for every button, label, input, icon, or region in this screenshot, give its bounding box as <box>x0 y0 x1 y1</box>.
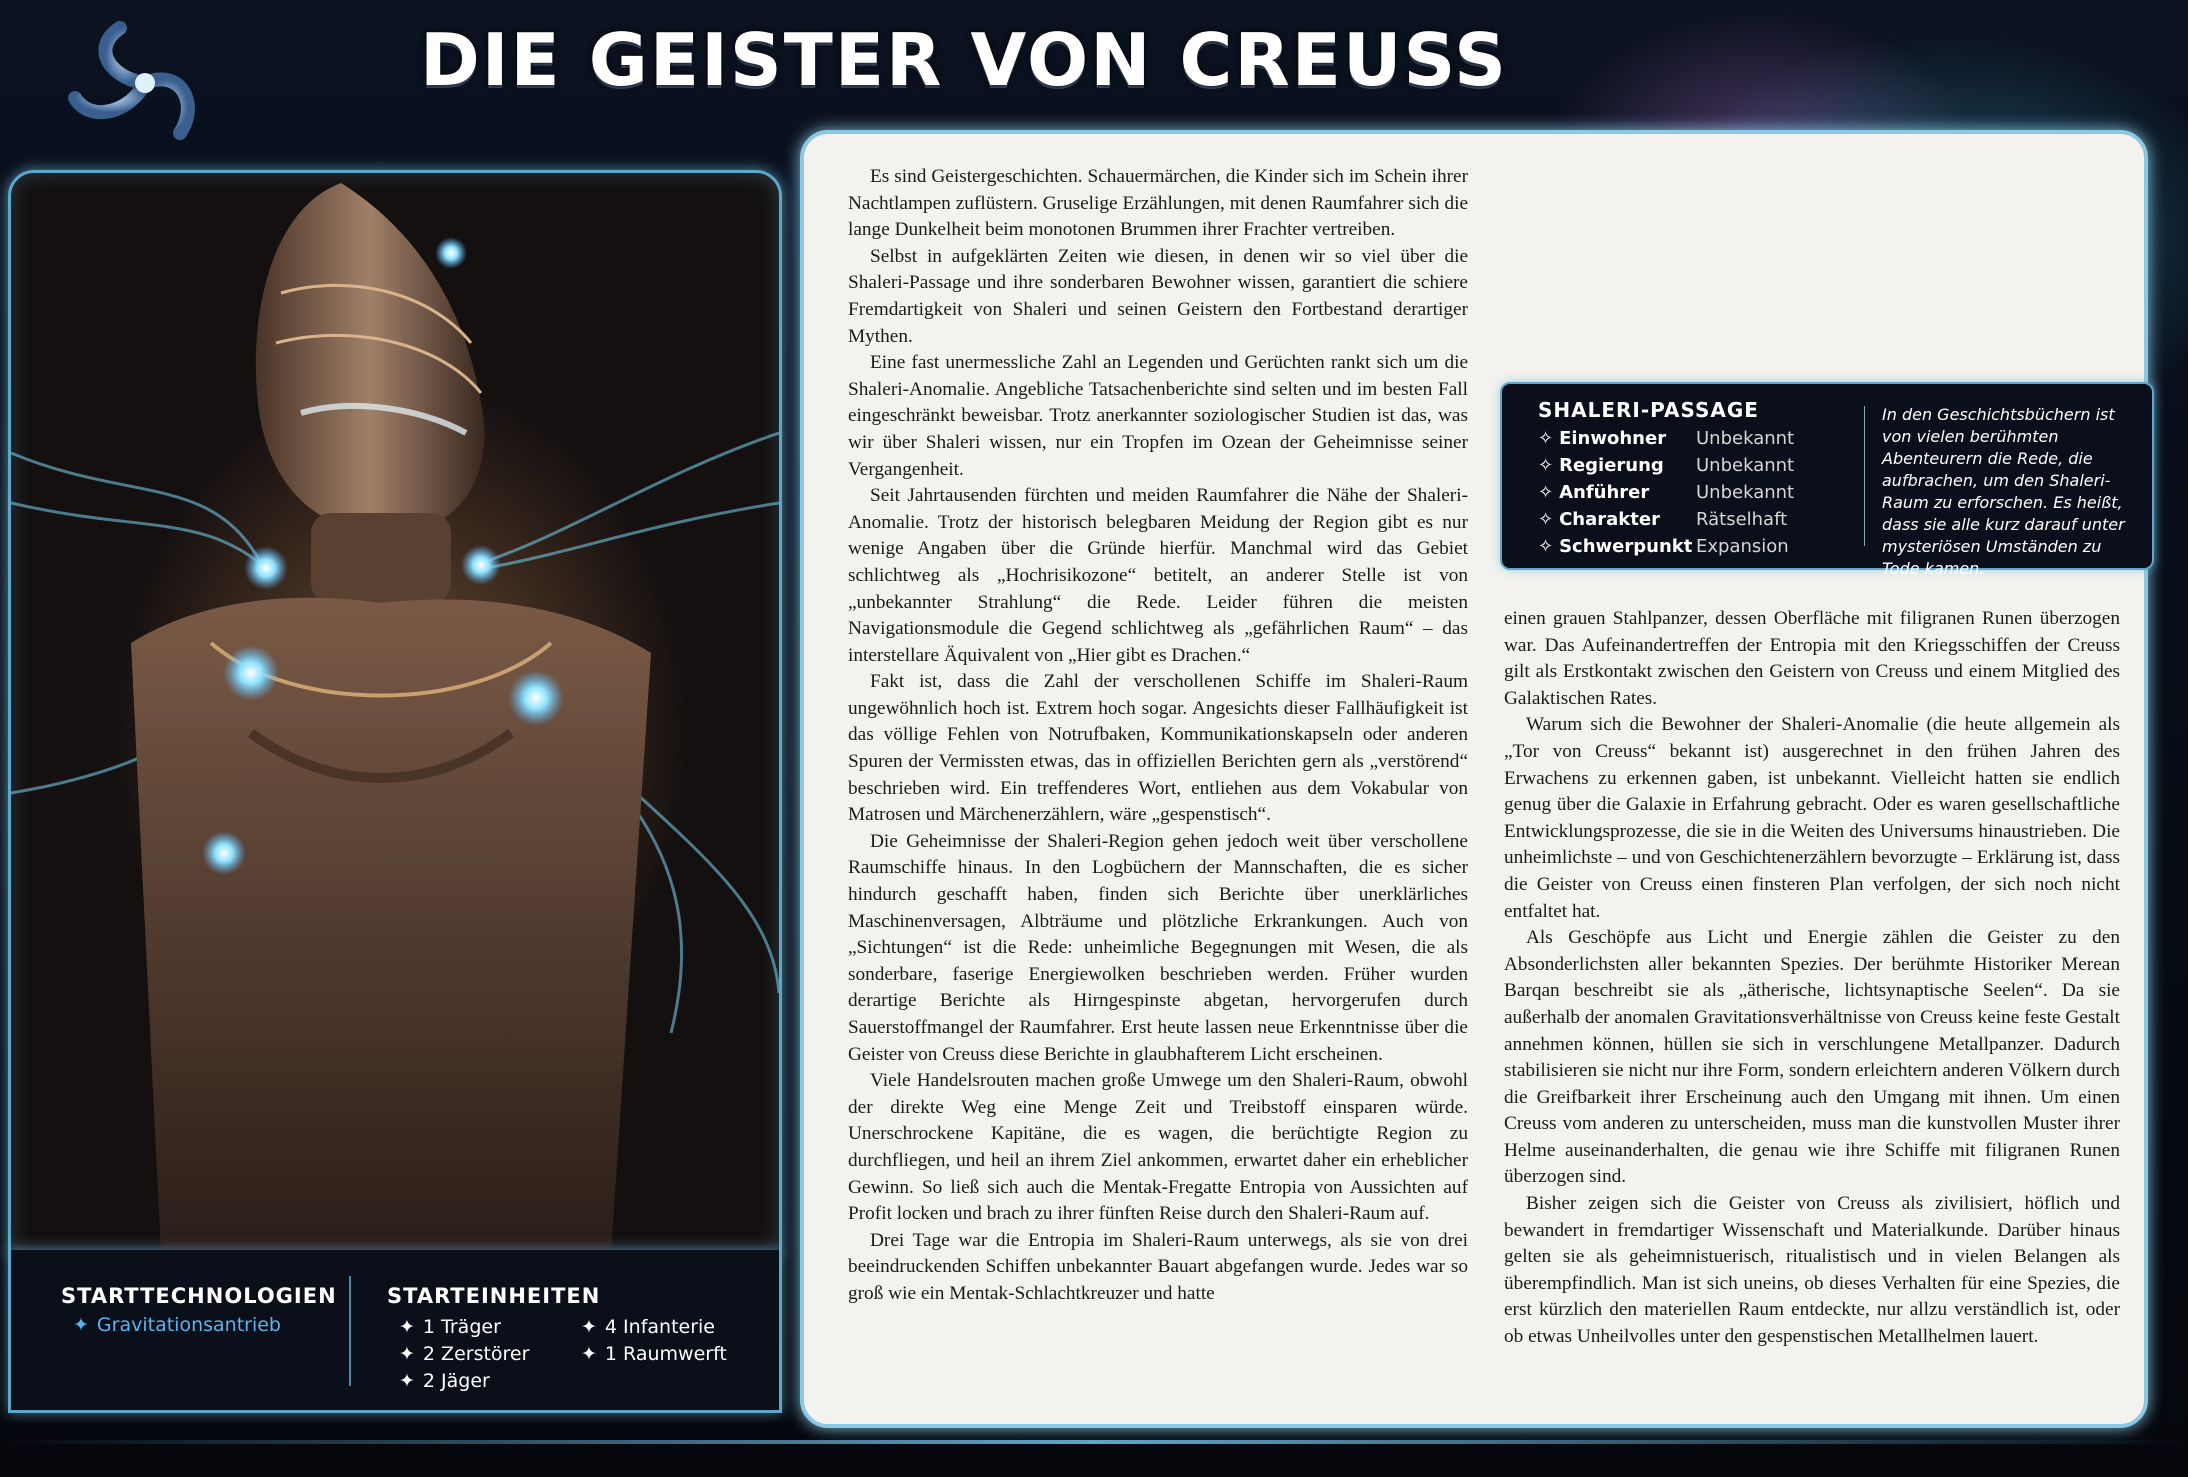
star-bullet-icon: ✦ <box>73 1314 89 1336</box>
star-bullet-icon: ✦ <box>399 1316 415 1338</box>
paragraph: Drei Tage war die Entropia im Shaleri-Raum unterwegs, als sie von drei beeindruckenden Schiffen unbekannter Bauart abgefangen wurde. Jedes war so groß wie ein Mentak-Schlachtkreuzer und hatte <box>848 1229 1468 1304</box>
paragraph: Als Geschöpfe aus Licht und Energie zählen die Geister zu den Absonderlichsten aller bekannten Spezies. Der berühmte Historiker Merean Barqan beschreibt sie als „ätherische, lichtsynaptische Seelen“. Da sie außerhalb der anomalen Gravitationsverhältnisse von Creuss keine feste Gestalt annehmen können, hüllen sie sich in verschlungene Metallpanzer. Dadurch stabilisieren sie nicht nur ihre Form, sondern erleichtern anderen Völkern durch die Greifbarkeit ihrer Erscheinung auch den Umgang mit ihnen. Um einen Creuss vom anderen zu unterscheiden, muss man die kunstvollen Muster ihrer Helme auseinanderhalten, die genau wie ihre Schiffe mit filigranen Runen überzogen sind. <box>1504 927 2120 1188</box>
paragraph: Es sind Geistergeschichten. Schauermärchen, die Kinder sich im Schein ihrer Nachtlampen zuflüstern. Gruselige Erzählungen, mit denen Raumfahrer sich die lange Dunkelheit beim monotonen Brummen ihrer Frachter vertreiben. <box>848 166 1468 241</box>
info-row: ✧ Schwerpunkt Expansion <box>1538 536 1789 557</box>
diamond-bullet-icon: ✧ <box>1538 536 1554 557</box>
text-column-right <box>1504 606 2120 1351</box>
lore-text-panel <box>800 130 2148 1428</box>
info-row: ✧ Regierung Unbekannt <box>1538 455 1795 476</box>
text-column-left <box>848 164 1468 1308</box>
paragraph: Die Geheimnisse der Shaleri-Region gehen jedoch weit über verschollene Raumschiffe hinaus. In den Logbüchern der Mannschaften, die es sicher hindurch geschafft haben, finden sich Berichte über unerklärliches Maschinenversagen, Albträume und plötzliche Erkrankungen. Auch von „Sichtungen“ ist die Rede: unheimliche Begegnungen mit Wesen, die als sonderbare, faserige Energiewolken beschrieben werden. Früher wurden derartige Berichte als Hirngespinste abgetan, hervorgerufen durch Sauerstoffmangel der Raumfahrer. Erst heute lassen neue Erkenntnisse über die Geister von Creuss diese Berichte in glaubhafterem Licht erscheinen. <box>848 830 1468 1065</box>
unit-item: ✦ 1 Raumwerft <box>581 1343 727 1365</box>
creuss-faction-logo-icon <box>50 8 240 158</box>
info-box-title: SHALERI-PASSAGE <box>1538 398 1759 422</box>
unit-item: ✦ 2 Jäger <box>399 1370 490 1392</box>
info-row: ✧ Charakter Rätselhaft <box>1538 509 1788 530</box>
star-bullet-icon: ✦ <box>581 1316 597 1338</box>
diamond-bullet-icon: ✧ <box>1538 509 1554 530</box>
start-stats-box <box>8 1250 782 1413</box>
bottom-border-line <box>0 1440 2188 1444</box>
stats-divider <box>349 1276 351 1386</box>
page-title: DIE GEISTER VON CREUSS <box>420 18 1508 102</box>
unit-item: ✦ 2 Zerstörer <box>399 1343 530 1365</box>
info-row: ✧ Anführer Unbekannt <box>1538 482 1795 503</box>
paragraph: Bisher zeigen sich die Geister von Creuss als zivilisiert, höflich und bewandert in fremdartiger Wissenschaft und Materialkunde. Darüber hinaus gelten sie als geheimnistuerisch, ritualistisch und in vielen Belangen als überempfindlich. Man ist sich uneins, ob dieses Verhalten für eine Spezies, die erst kürzlich den materiellen Raum entdeckte, nur allzu verständlich ist, oder ob etwas Unheilvolles unter den gespenstischen Metallhelmen lauert. <box>1504 1193 2120 1348</box>
unit-item: ✦ 1 Träger <box>399 1316 501 1338</box>
paragraph: Eine fast unermessliche Zahl an Legenden und Gerüchten rankt sich um die Shaleri-Anomalie. Angebliche Tatsachenberichte sind selten und im besten Fall eingeschränkt beweisbar. Trotz anerkannter soziologischer Studien ist das, was wir über Shaleri wissen, nur ein Tropfen im Ozean der Geheimnisse seiner Vergangenheit. <box>848 352 1468 480</box>
star-bullet-icon: ✦ <box>399 1343 415 1365</box>
paragraph: Selbst in aufgeklärten Zeiten wie diesen, in denen wir so viel über die Shaleri-Passage und ihre sonderbaren Bewohner wissen, garantiert die schiere Fremdartigkeit von Shaleri und seinen Geistern den Fortbestand derartiger Mythen. <box>848 245 1468 347</box>
info-quote: In den Geschichtsbüchern ist von vielen berühmten Abenteurern die Rede, die aufbrachen, um den Shaleri-Raum zu erforschen. Es heißt, dass sie alle kurz darauf unter mysteriösen Umständen zu Tode kamen. <box>1882 405 2125 578</box>
paragraph: Viele Handelsrouten machen große Umwege um den Shaleri-Raum, obwohl der direkte Weg eine Menge Zeit und Treibstoff einsparen würde. Unerschrockene Kapitäne, die es wagen, die berüchtigte Region zu durchfliegen, und heil an ihrem Ziel ankommen, erwartet daher ein erheblicher Gewinn. So ließ sich auch die Mentak-Fregatte Entropia von Aussichten auf Profit locken und brach zu ihrer fünften Reise durch den Shaleri-Raum auf. <box>848 1070 1468 1225</box>
paragraph: einen grauen Stahlpanzer, dessen Oberfläche mit filigranen Runen überzogen war. Das Aufeinandertreffen der Entropia mit den Kriegsschiffen der Creuss gilt als Erstkontakt zwischen den Geistern von Creuss und einem Mitglied des Galaktischen Rates. <box>1504 608 2120 709</box>
creuss-character-illustration <box>8 170 782 1256</box>
start-units-heading: STARTEINHEITEN <box>387 1284 601 1308</box>
unit-item: ✦ 4 Infanterie <box>581 1316 715 1338</box>
diamond-bullet-icon: ✧ <box>1538 482 1554 503</box>
start-technologies-heading: STARTTECHNOLOGIEN <box>61 1284 337 1308</box>
paragraph: Seit Jahrtausenden fürchten und meiden Raumfahrer die Nähe der Shaleri-Anomalie. Trotz der historisch belegbaren Meidung der Region gibt es nur wenige Angaben über die Gründe hierfür. Manchmal wird das Gebiet schlichtweg als „Hochrisikozone“ betitelt, an anderer Stelle ist von „unbekannter Strahlung“ die Rede. Leider führen die meisten Navigationsmodule die Gegend schlichtweg als „gefährlichen Raum“ – das interstellare Äquivalent von „Hier gibt es Drachen.“ <box>848 485 1468 666</box>
star-bullet-icon: ✦ <box>399 1370 415 1392</box>
paragraph: Warum sich die Bewohner der Shaleri-Anomalie (die heute allgemein als „Tor von Creuss“ bekannt ist) ausgerechnet in den frühen Jahren des Erwachens zu erkennen gaben, ist unbekannt. Vielleicht hatten sie endlich genug über die Galaxie in Erfahrung gebracht. Oder es waren gesellschaftliche Entwicklungsprozesse, die sie in die Weiten des Universums hinaustrieben. Die unheimlichste – und von Geschichtenerzählern bevorzugte – Erklärung ist, dass die Geister von Creuss einen finsteren Plan verfolgen, der sich noch nicht entfaltet hat. <box>1504 714 2120 922</box>
tech-item: ✦ Gravitationsantrieb <box>73 1314 281 1336</box>
info-row: ✧ Einwohner Unbekannt <box>1538 428 1795 449</box>
diamond-bullet-icon: ✧ <box>1538 455 1554 476</box>
diamond-bullet-icon: ✧ <box>1538 428 1554 449</box>
shaleri-passage-info-box <box>1500 382 2154 578</box>
star-bullet-icon: ✦ <box>581 1343 597 1365</box>
info-divider <box>1864 406 1865 546</box>
paragraph: Fakt ist, dass die Zahl der verschollenen Schiffe im Shaleri-Raum ungewöhnlich hoch ist. Extrem hoch sogar. Angesichts dieser Fallhäufigkeit ist das völlige Fehlen von Notrufbaken, Kommunikationskapseln oder anderen Spuren der Vermissten etwas, das in offiziellen Berichten gern als „verstörend“ beschrieben wird. Ein treffenderes Wort, entliehen aus dem Vokabular von Matrosen und Märchenerzählern, wäre „gespenstisch“. <box>848 671 1468 826</box>
